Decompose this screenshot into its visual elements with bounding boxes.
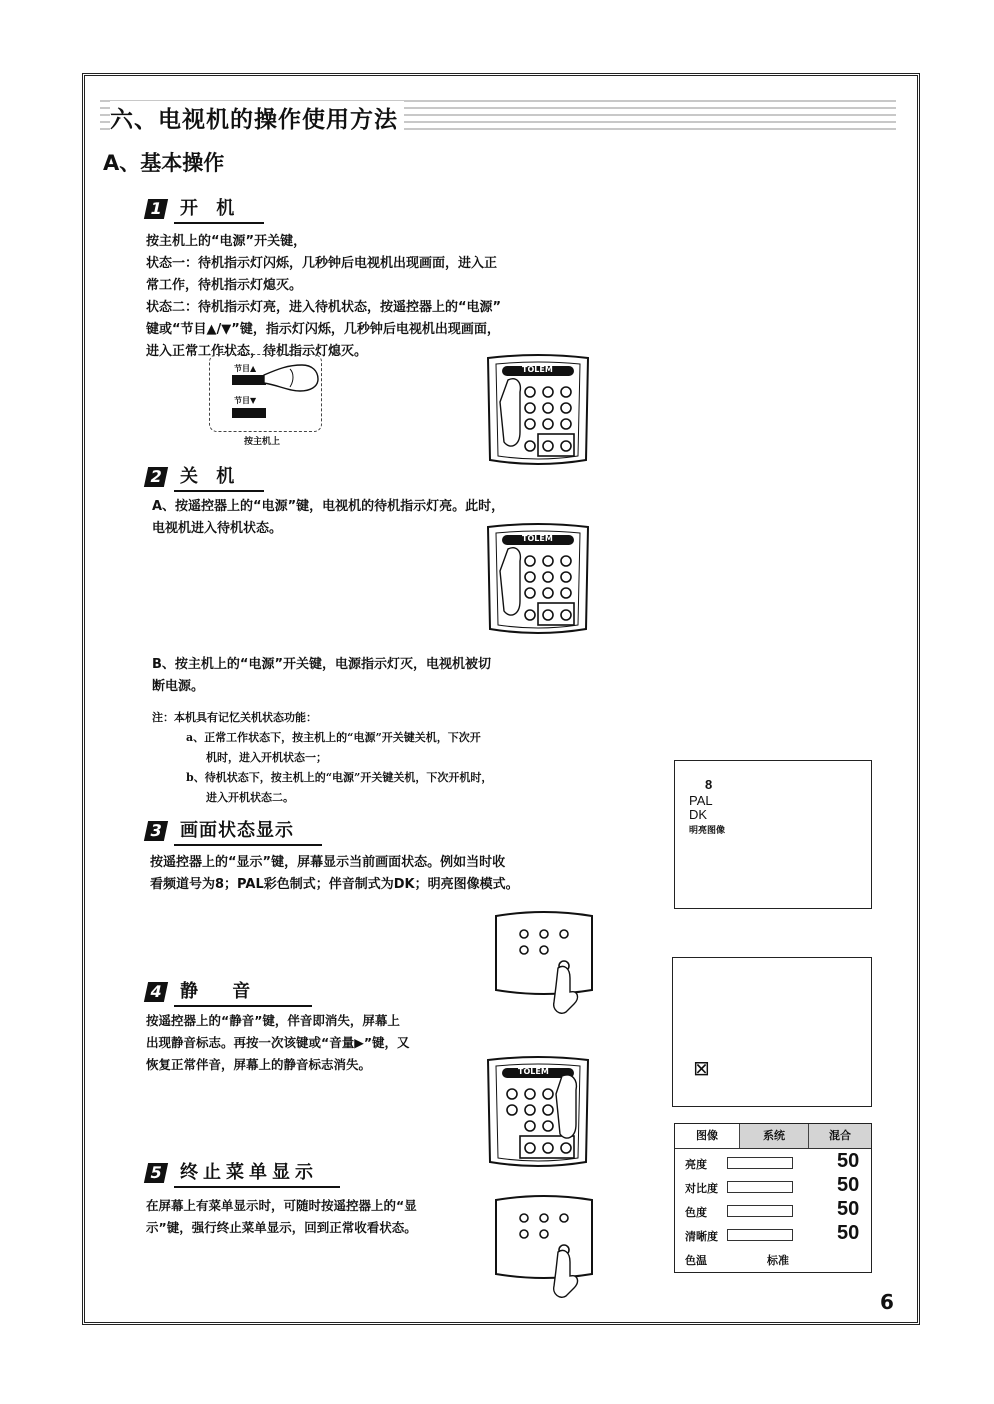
s2-heading xyxy=(146,462,264,492)
menu-row-label: 亮度 xyxy=(685,1158,707,1171)
s1-heading xyxy=(146,194,264,224)
s1-line: 常工作，待机指示灯熄灭。 xyxy=(146,278,303,293)
menu-tab-system[interactable]: 系统 xyxy=(740,1124,809,1148)
s2-number: 2 xyxy=(144,467,168,487)
s3-body xyxy=(150,852,620,896)
s2-note xyxy=(152,708,622,808)
s3-line: 看频道号为8；PAL彩色制式；伴音制式为DK；明亮图像模式。 xyxy=(150,877,519,892)
menu-slider[interactable] xyxy=(727,1181,793,1193)
remote-control-3 xyxy=(486,1054,590,1170)
s2-a-line: 电视机进入待机状态。 xyxy=(152,521,283,536)
remote-brand: TOLEM xyxy=(522,534,553,543)
menu-tone-value[interactable]: 标准 xyxy=(767,1254,789,1267)
remote-partial-drawing xyxy=(494,1190,596,1300)
s2-b-line: 断电源。 xyxy=(152,679,205,694)
s1-number: 1 xyxy=(144,199,168,219)
s4-title: 静 音 xyxy=(174,977,312,1007)
s5-title: 终止菜单显示 xyxy=(174,1158,340,1188)
note-line: 机时，进入开机状态一； xyxy=(206,751,327,764)
note-line: 进入开机状态二。 xyxy=(206,791,294,804)
menu-slider[interactable] xyxy=(727,1157,793,1169)
remote-display-key-illustration xyxy=(494,1190,596,1300)
remote-display-key-illustration xyxy=(494,906,596,1016)
menu-tab-mixed[interactable]: 混合 xyxy=(809,1124,871,1148)
page-number: 6 xyxy=(880,1290,894,1314)
pressing-hand-icon xyxy=(260,359,322,395)
chapter-title: 六、电视机的操作使用方法 xyxy=(110,101,404,134)
osd-picture-mode: 明亮图像 xyxy=(689,826,726,836)
s2-a-line: A、按遥控器上的“电源”键，电视机的待机指示灯亮。此时， xyxy=(152,499,505,514)
menu-value: 50 xyxy=(837,1198,860,1220)
panel-up-label: 节目▲ xyxy=(234,364,257,373)
s1-line: 进入正常工作状态，待机指示灯熄灭。 xyxy=(146,344,368,359)
menu-slider[interactable] xyxy=(727,1229,793,1241)
remote-control-2 xyxy=(486,521,590,637)
osd-status-screen xyxy=(674,760,872,909)
s4-line: 出现静音标志。再按一次该键或“音量▶”键，又 xyxy=(146,1035,410,1050)
s3-line: 按遥控器上的“显示”键，屏幕显示当前画面状态。例如当时收 xyxy=(150,855,506,870)
s2-b-line: B、按主机上的“电源”开关键，电源指示灯灭，电视机被切 xyxy=(152,657,491,672)
s4-heading xyxy=(146,977,312,1007)
note-line: 注：本机具有记忆关机状态功能： xyxy=(152,711,317,724)
osd-picture-menu xyxy=(674,1123,872,1273)
menu-tab-bar xyxy=(675,1124,871,1149)
s1-line: 状态二：待机指示灯亮，进入待机状态，按遥控器上的“电源” xyxy=(146,300,502,315)
s3-heading xyxy=(146,816,322,846)
osd-channel: 8 xyxy=(705,777,713,792)
s2-title: 关 机 xyxy=(174,462,264,492)
note-line: b、待机状态下，按主机上的“电源”开关键关机，下次开机时， xyxy=(186,771,493,784)
s3-title: 画面状态显示 xyxy=(174,816,322,846)
s2-part-b xyxy=(152,654,622,698)
s5-number: 5 xyxy=(144,1163,168,1183)
remote-brand: TOLEM xyxy=(522,365,553,374)
s4-number: 4 xyxy=(144,982,168,1002)
s5-line: 示”键，强行终止菜单显示，回到正常收看状态。 xyxy=(146,1220,417,1235)
s1-line: 状态一：待机指示灯闪烁，几秒钟后电视机出现画面，进入正 xyxy=(146,256,498,271)
panel-down-label: 节目▼ xyxy=(234,396,257,405)
s5-line: 在屏幕上有菜单显示时，可随时按遥控器上的“显 xyxy=(146,1198,417,1213)
s4-body xyxy=(146,1010,496,1076)
s1-line: 按主机上的“电源”开关键， xyxy=(146,234,307,249)
menu-row-label: 色度 xyxy=(685,1206,707,1219)
s3-number: 3 xyxy=(144,821,168,841)
menu-row-label: 对比度 xyxy=(685,1182,718,1195)
front-panel-illustration xyxy=(209,354,322,432)
remote-partial-drawing xyxy=(494,906,596,1016)
remote-brand: TOLEM xyxy=(518,1067,549,1076)
s5-heading xyxy=(146,1158,340,1188)
menu-slider[interactable] xyxy=(727,1205,793,1217)
panel-caption: 按主机上 xyxy=(244,437,281,447)
menu-tab-picture[interactable]: 图像 xyxy=(675,1124,740,1148)
menu-row-label: 清晰度 xyxy=(685,1230,718,1243)
mute-icon: ⊠ xyxy=(693,1056,710,1080)
section-title: A、基本操作 xyxy=(103,151,225,175)
s4-line: 按遥控器上的“静音”键，伴音即消失，屏幕上 xyxy=(146,1013,400,1028)
menu-value: 50 xyxy=(837,1222,860,1244)
s1-line: 键或“节目▲/▼”键，指示灯闪烁，几秒钟后电视机出现画面， xyxy=(146,322,500,337)
s4-line: 恢复正常伴音，屏幕上的静音标志消失。 xyxy=(146,1057,372,1072)
menu-value: 50 xyxy=(837,1174,860,1196)
s1-title: 开 机 xyxy=(174,194,264,224)
s5-body xyxy=(146,1195,502,1239)
osd-mute-screen xyxy=(672,957,872,1107)
remote-control-1 xyxy=(486,352,590,468)
osd-color-system: PAL xyxy=(689,793,713,808)
menu-tone-label: 色温 xyxy=(685,1254,707,1267)
s1-body xyxy=(146,231,616,363)
menu-value: 50 xyxy=(837,1150,860,1172)
channel-down-key xyxy=(232,408,266,418)
note-line: a、正常工作状态下，按主机上的“电源”开关键关机，下次开 xyxy=(186,731,481,744)
osd-sound-system: DK xyxy=(689,807,708,822)
